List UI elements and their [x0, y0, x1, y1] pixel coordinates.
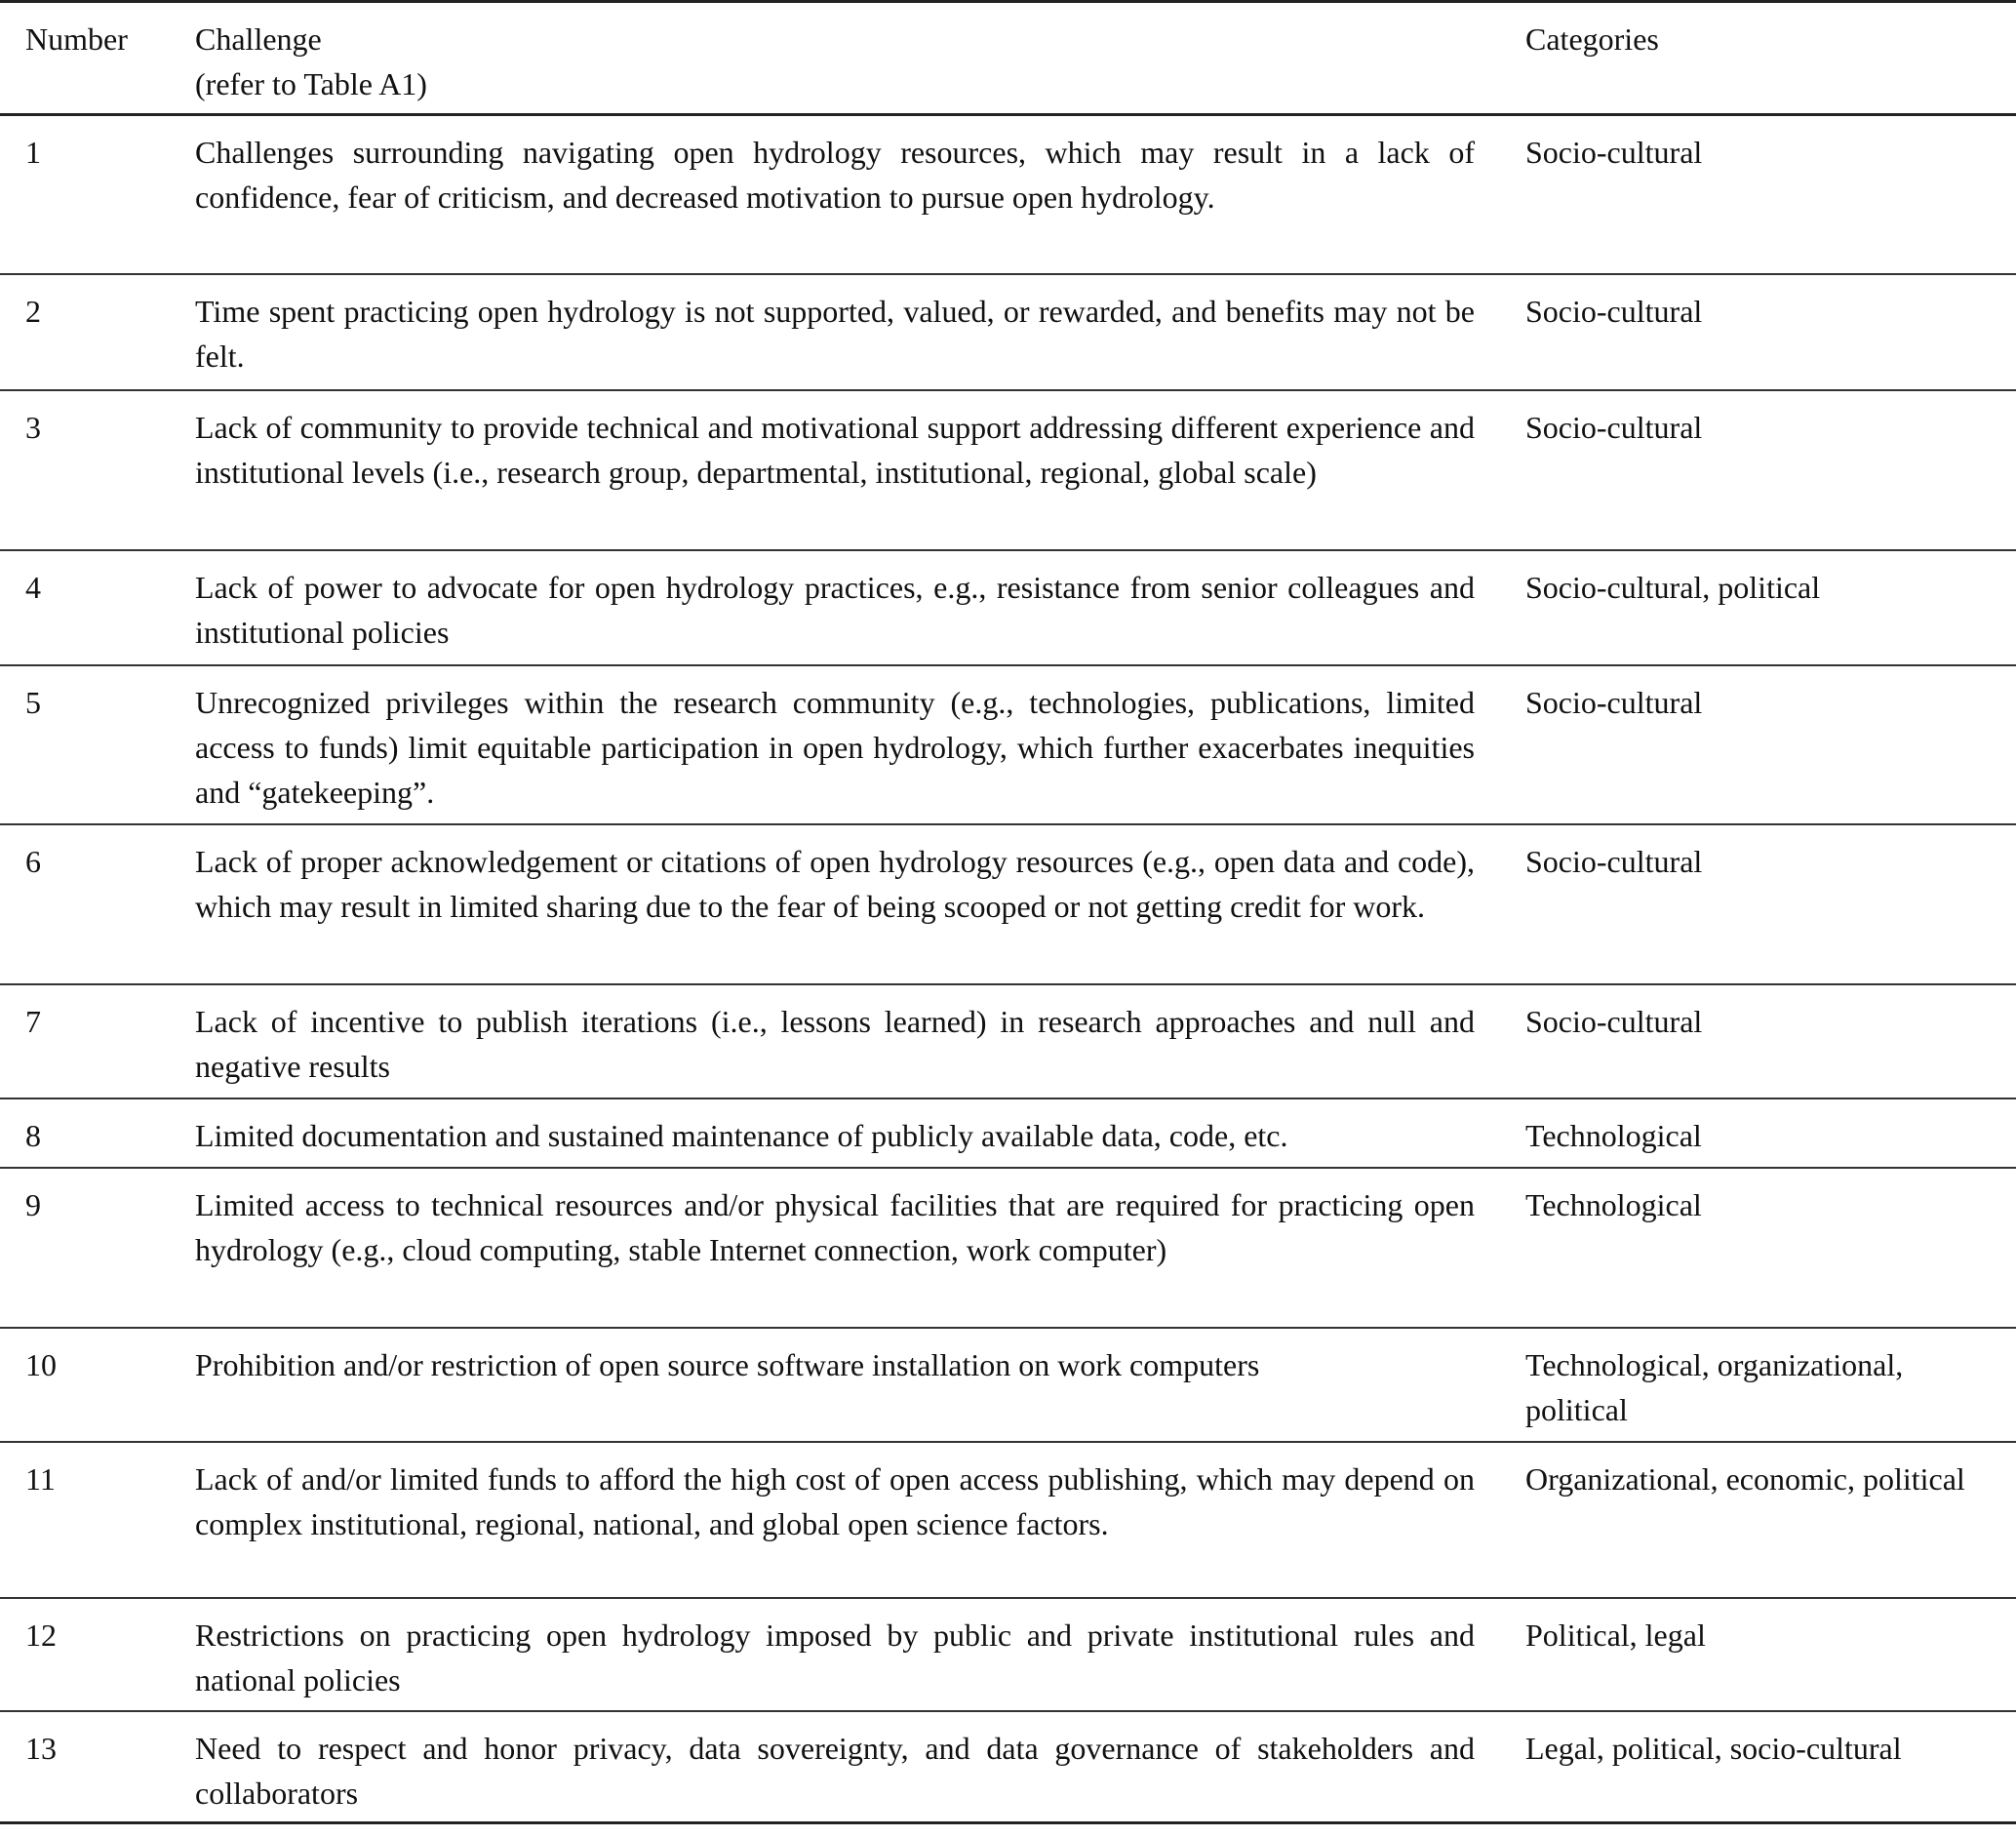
row-categories: Technological	[1525, 1187, 1702, 1222]
header-challenge	[195, 3, 1490, 113]
row-challenge: Lack of community to provide technical and motivational support addressing different experience and institutional levels (i.e., research group, departmental, institutional, regional, global scale)	[195, 410, 1475, 490]
row-categories: Legal, political, socio-cultural	[1525, 1731, 1902, 1766]
row-number: 4	[25, 570, 41, 605]
header-categories: Categories	[1525, 21, 1659, 57]
table-row	[0, 1099, 2016, 1169]
row-number: 13	[25, 1731, 57, 1766]
row-challenge: Prohibition and/or restriction of open source software installation on work computers	[195, 1347, 1260, 1382]
row-challenge: Time spent practicing open hydrology is not supported, valued, or rewarded, and benefits may not be felt.	[195, 294, 1475, 374]
table-row	[0, 391, 2016, 551]
row-number: 3	[25, 410, 41, 445]
row-challenge: Challenges surrounding navigating open hydrology resources, which may result in a lack of confidence, fear of criticism, and decreased motivation to pursue open hydrology.	[195, 135, 1475, 215]
header-challenge-title: Challenge	[195, 21, 322, 57]
table-row	[0, 666, 2016, 825]
row-number: 10	[25, 1347, 57, 1382]
row-number: 5	[25, 685, 41, 720]
table-row	[0, 1712, 2016, 1824]
row-number: 7	[25, 1004, 41, 1039]
row-categories: Socio-cultural	[1525, 1004, 1703, 1039]
table-row	[0, 1169, 2016, 1329]
table-row	[0, 1599, 2016, 1712]
table-header-row	[0, 3, 2016, 116]
row-number: 1	[25, 135, 41, 170]
row-challenge: Need to respect and honor privacy, data sovereignty, and data governance of stakeholders and collaborators	[195, 1731, 1475, 1811]
header-number: Number	[25, 21, 128, 57]
row-categories: Socio-cultural	[1525, 294, 1703, 329]
row-categories: Socio-cultural	[1525, 410, 1703, 445]
table-row	[0, 825, 2016, 985]
row-categories: Socio-cultural, political	[1525, 570, 1821, 605]
row-challenge: Limited documentation and sustained maintenance of publicly available data, code, etc.	[195, 1118, 1288, 1153]
row-categories: Socio-cultural	[1525, 685, 1703, 720]
header-challenge-ref: (refer to Table A1)	[195, 66, 427, 101]
table-row	[0, 985, 2016, 1099]
table-row	[0, 551, 2016, 666]
row-number: 11	[25, 1461, 56, 1497]
row-number: 12	[25, 1617, 57, 1653]
row-categories: Socio-cultural	[1525, 135, 1703, 170]
row-challenge: Limited access to technical resources and/or physical facilities that are required for practicing open hydrology (e.g., cloud computing, stable Internet connection, work computer)	[195, 1187, 1475, 1267]
row-number: 2	[25, 294, 41, 329]
row-number: 6	[25, 844, 41, 879]
row-categories: Technological, organizational, political	[1525, 1347, 1904, 1427]
row-challenge: Unrecognized privileges within the research community (e.g., technologies, publications, limited access to funds) limit equitable participation in open hydrology, which further exacerbates inequities and “gatekeeping”.	[195, 685, 1475, 810]
table-row	[0, 1443, 2016, 1599]
table-row	[0, 275, 2016, 391]
row-challenge: Lack of power to advocate for open hydrology practices, e.g., resistance from senior colleagues and institutional policies	[195, 570, 1475, 650]
row-categories: Technological	[1525, 1118, 1702, 1153]
row-number: 9	[25, 1187, 41, 1222]
table-row	[0, 116, 2016, 275]
row-categories: Organizational, economic, political	[1525, 1461, 1965, 1497]
row-number: 8	[25, 1118, 41, 1153]
row-categories: Socio-cultural	[1525, 844, 1703, 879]
row-categories: Political, legal	[1525, 1617, 1706, 1653]
row-challenge: Lack of incentive to publish iterations (i.e., lessons learned) in research approaches and null and negative results	[195, 1004, 1475, 1084]
row-challenge: Restrictions on practicing open hydrology imposed by public and private institutional rules and national policies	[195, 1617, 1475, 1697]
row-challenge: Lack of proper acknowledgement or citations of open hydrology resources (e.g., open data and code), which may result in limited sharing due to the fear of being scooped or not getting credit for work.	[195, 844, 1475, 924]
table-row	[0, 1329, 2016, 1443]
row-challenge: Lack of and/or limited funds to afford the high cost of open access publishing, which may depend on complex institutional, regional, national, and global open science factors.	[195, 1461, 1475, 1541]
